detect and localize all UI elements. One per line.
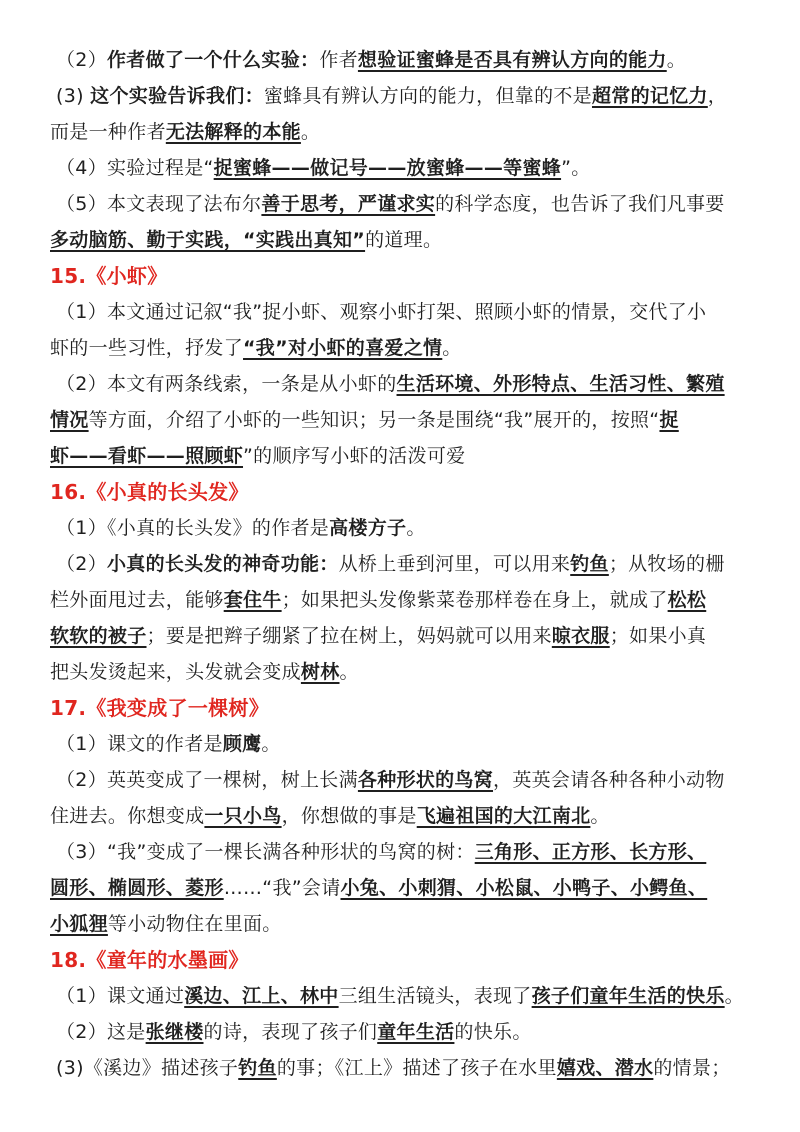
- text: 等小动物住在里面。: [107, 913, 282, 935]
- text: 作者: [319, 49, 358, 71]
- text: 。: [300, 121, 321, 143]
- text: ；如果把头发像紫菜卷那样卷在身上，就成了: [281, 589, 668, 611]
- s15-item-1-cont: [50, 330, 742, 366]
- text: ”。: [561, 157, 591, 179]
- answer-key: 超常的记忆力: [591, 85, 708, 107]
- answer-key: 小狐狸: [50, 913, 108, 935]
- s18-item-1: [50, 978, 742, 1014]
- text: 实验过程是“: [107, 157, 214, 179]
- answer-key: 善于思考，严谨求实: [261, 193, 436, 215]
- question-label: 这个实验告诉我们：: [90, 85, 264, 107]
- item-number: （1）: [56, 733, 107, 755]
- section-heading-18: 18.《童年的水墨画》: [50, 948, 249, 972]
- text: 本文表现了法布尔: [107, 193, 262, 215]
- text: 《小真的长头发》的作者是: [107, 517, 330, 539]
- text: ……“我”会请: [223, 877, 341, 899]
- answer-key: 一只小鸟: [204, 805, 282, 827]
- text: ，你想做的事是: [281, 805, 417, 827]
- answer-key: 套住牛: [223, 589, 282, 611]
- text: 的科学态度，也告诉了我们凡事要: [435, 193, 725, 215]
- answer-key: 晾衣服: [551, 625, 610, 647]
- s17-item-1: [50, 726, 742, 762]
- answer-key: 情况: [50, 409, 89, 431]
- item-number: （2）: [56, 769, 107, 791]
- s16-item-2-cont3: [50, 654, 742, 690]
- answer-key: 多动脑筋、勤于实践，“实践出真知”: [50, 229, 366, 251]
- text: 的事；《江上》描述了孩子在水里: [276, 1057, 557, 1079]
- s17-item-3: [50, 834, 742, 870]
- text: 。: [406, 517, 426, 539]
- item-number: （5）: [56, 193, 107, 215]
- item-number: （3）: [56, 841, 107, 863]
- answer-key: “我”对小虾的喜爱之情: [243, 337, 443, 359]
- text: ，: [707, 85, 728, 107]
- text: 等方面，介绍了小虾的一些知识；另一条是围绕“我”展开的，按照“: [88, 409, 660, 431]
- text: 而是一种作者: [50, 121, 166, 143]
- answer-key: 溪边、江上、林中: [184, 985, 339, 1007]
- text: 的快乐。: [454, 1021, 532, 1043]
- text: ，英英会请各种各种小动物: [493, 769, 725, 791]
- s15-item-2: [50, 366, 742, 402]
- answer-key: 虾——看虾——照顾虾: [50, 445, 244, 467]
- s16-item-1: [50, 510, 742, 546]
- item-number: （1）: [56, 301, 107, 323]
- s14-item-5-cont: [50, 222, 742, 258]
- s14-item-3: [50, 78, 742, 114]
- section-heading-16: 16.《小真的长头发》: [50, 480, 249, 504]
- answer-key: 树林: [300, 661, 340, 683]
- text: 英英变成了一棵树，树上长满: [107, 769, 358, 791]
- text: 栏外面甩过去，能够: [50, 589, 224, 611]
- text: 。: [590, 805, 610, 827]
- text: 。: [339, 661, 359, 683]
- question-label: 小真的长头发的神奇功能：: [107, 553, 339, 575]
- text: 本文有两条线索，一条是从小虾的: [107, 373, 397, 395]
- section-heading-15: 15.《小虾》: [50, 264, 168, 288]
- text: 课文的作者是: [107, 733, 223, 755]
- answer-key: 圆形、椭圆形、菱形: [50, 877, 224, 899]
- answer-key: 钓鱼: [570, 553, 609, 575]
- text: 从桥上垂到河里，可以用来: [338, 553, 571, 575]
- s16-item-2: [50, 546, 742, 582]
- text: 《溪边》描述孩子: [83, 1057, 239, 1079]
- s15-item-2-cont2: [50, 438, 742, 474]
- s17-item-2: [50, 762, 742, 798]
- item-number: （2）: [56, 1021, 107, 1043]
- item-number: (3): [56, 1057, 84, 1079]
- text: 三组生活镜头，表现了: [338, 985, 532, 1007]
- text: 这是: [107, 1021, 146, 1043]
- s16-item-2-cont2: [50, 618, 742, 654]
- section-heading-17: 17.《我变成了一棵树》: [50, 696, 270, 720]
- text: 的道理。: [365, 229, 443, 251]
- item-number: （1）: [56, 517, 107, 539]
- text: 住进去。你想变成: [50, 805, 205, 827]
- answer-key: 松松: [667, 589, 707, 611]
- text: 的诗，表现了孩子们: [203, 1021, 378, 1043]
- text: ；从牧场的栅: [608, 553, 725, 575]
- item-number: （2）: [56, 373, 107, 395]
- s14-item-5: [50, 186, 742, 222]
- answer-key: 飞遍祖国的大江南北: [416, 805, 591, 827]
- answer-key: 顾鹰: [222, 733, 262, 755]
- answer-key: 童年生活: [377, 1021, 455, 1043]
- answer-key: 孩子们童年生活的快乐: [531, 985, 725, 1007]
- answer-key: 捉蜜蜂——做记号——放蜜蜂——等蜜蜂: [213, 157, 562, 179]
- answer-key: 想验证蜜蜂是否具有辨认方向的能力: [357, 49, 667, 71]
- text: 。: [666, 49, 687, 71]
- text: 把头发烫起来，头发就会变成: [50, 661, 301, 683]
- text: 本文通过记叙“我”捉小虾、观察小虾打架、照顾小虾的情景，交代了小: [107, 301, 707, 323]
- answer-key: 软软的被子: [50, 625, 147, 647]
- text: ；要是把辫子绷紧了拉在树上，妈妈就可以用来: [146, 625, 552, 647]
- text: ”的顺序写小虾的活泼可爱: [243, 445, 466, 467]
- text: 。: [261, 733, 281, 755]
- answer-key: 各种形状的鸟窝: [357, 769, 494, 791]
- item-number: （2）: [56, 553, 107, 575]
- item-number: （2）: [56, 49, 107, 71]
- text: “我”变成了一棵长满各种形状的鸟窝的树：: [107, 841, 475, 863]
- s17-item-3-cont: [50, 870, 742, 906]
- text: 虾的一些习性，抒发了: [50, 337, 244, 359]
- s14-item-4: [50, 150, 742, 186]
- text: 的情景；: [653, 1057, 731, 1079]
- text: ；如果小真: [609, 625, 707, 647]
- question-label: 作者做了一个什么实验：: [107, 49, 320, 71]
- item-number: （1）: [56, 985, 107, 1007]
- answer-key: 三角形、正方形、长方形、: [474, 841, 707, 863]
- answer-key: 高楼方子: [329, 517, 407, 539]
- answer-key: 生活环境、外形特点、生活习性、繁殖: [396, 373, 725, 395]
- s14-item-2: [50, 42, 742, 78]
- answer-key: 捉: [659, 409, 679, 431]
- answer-key: 钓鱼: [238, 1057, 277, 1079]
- answer-key: 小兔、小刺猬、小松鼠、小鸭子、小鳄鱼、: [340, 877, 708, 899]
- answer-key: 无法解释的本能: [165, 121, 301, 143]
- text: 蜜蜂具有辨认方向的能力，但靠的不是: [263, 85, 592, 107]
- s18-item-2: [50, 1014, 742, 1050]
- s14-item-3-cont: [50, 114, 742, 150]
- text: 。: [724, 985, 744, 1007]
- s18-item-3: [50, 1050, 742, 1086]
- answer-key: 嬉戏、潜水: [556, 1057, 654, 1079]
- s17-item-2-cont: [50, 798, 742, 834]
- text: 课文通过: [107, 985, 185, 1007]
- s17-item-3-cont2: [50, 906, 742, 942]
- text: 。: [442, 337, 462, 359]
- s15-item-1: [50, 294, 742, 330]
- s16-item-2-cont: [50, 582, 742, 618]
- item-number: (3): [56, 85, 84, 107]
- s15-item-2-cont: [50, 402, 742, 438]
- item-number: （4）: [56, 157, 107, 179]
- answer-key: 张继楼: [145, 1021, 204, 1043]
